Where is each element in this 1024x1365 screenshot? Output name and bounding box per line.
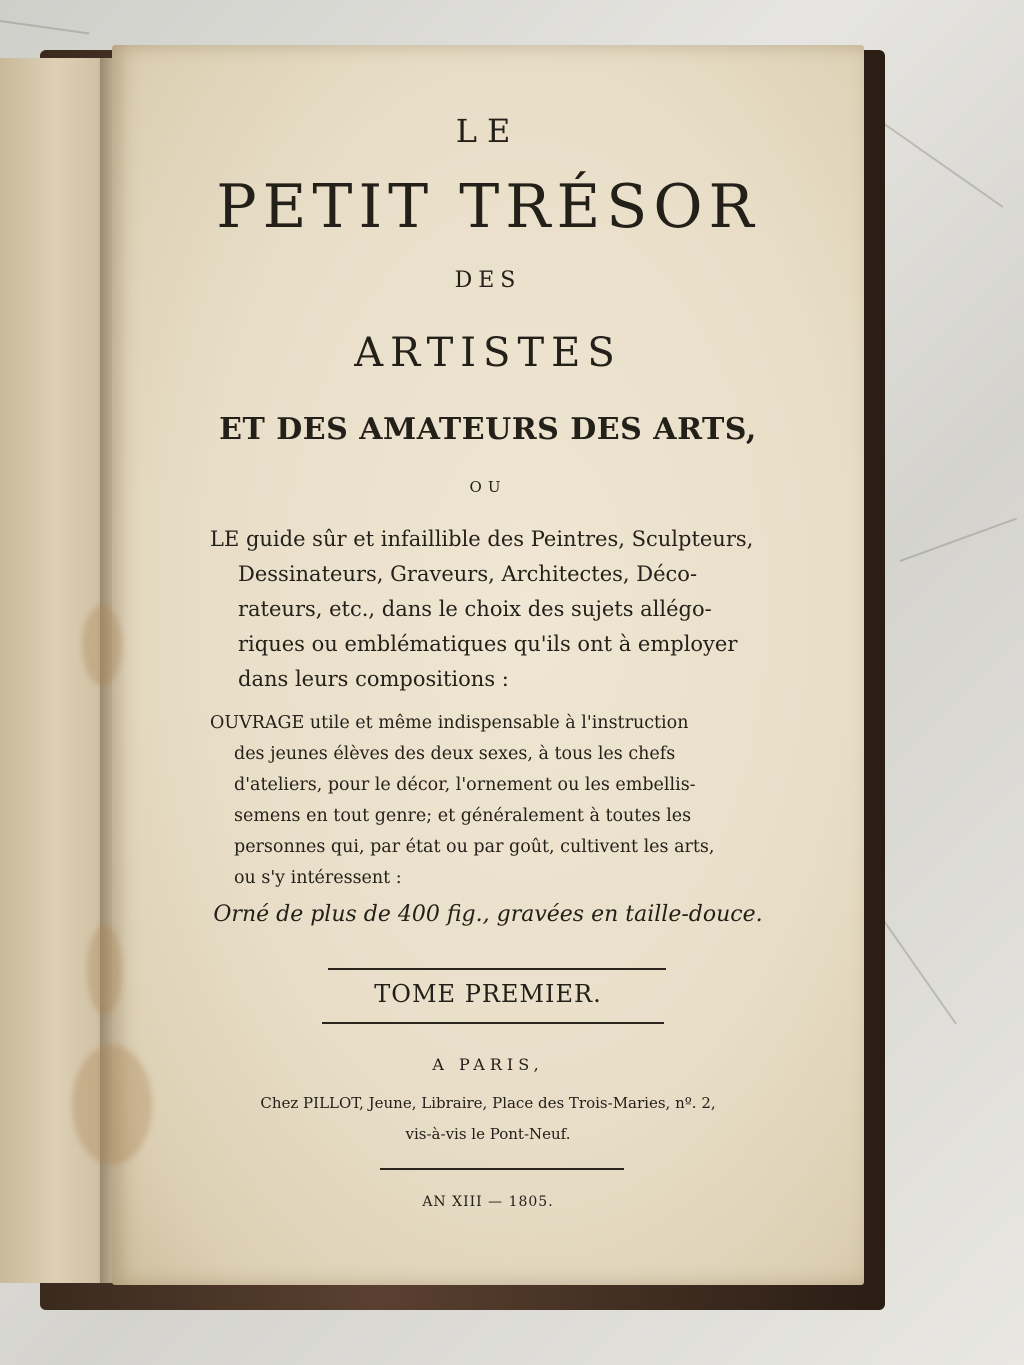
title-amateurs: ET DES AMATEURS DES ARTS, bbox=[219, 412, 757, 447]
rule-bottom bbox=[322, 1022, 664, 1024]
title-artistes: ARTISTES bbox=[354, 330, 622, 376]
marble-vein bbox=[900, 518, 1017, 562]
description-line: semens en tout genre; et généralement à toutes les bbox=[234, 806, 692, 826]
page-stain bbox=[82, 605, 122, 685]
title-le: LE bbox=[455, 112, 521, 150]
rule-date bbox=[380, 1168, 624, 1170]
ornament-note: Orné de plus de 400 fig., gravées en taille-douce. bbox=[213, 902, 763, 927]
subtitle-line: riques ou emblématiques qu'ils ont à employer bbox=[238, 632, 738, 656]
publisher-line-2: vis-à-vis le Pont-Neuf. bbox=[405, 1125, 571, 1143]
marble-vein bbox=[879, 120, 1003, 208]
subtitle-line: dans leurs compositions : bbox=[238, 667, 509, 691]
description-line: OUVRAGE utile et même indispensable à l'instruction bbox=[210, 713, 689, 733]
description-line: des jeunes élèves des deux sexes, à tous les chefs bbox=[234, 744, 676, 764]
volume-label: TOME PREMIER. bbox=[374, 980, 602, 1008]
subtitle-paragraph bbox=[210, 522, 790, 697]
publisher-line-1: Chez PILLOT, Jeune, Libraire, Place des Trois-Maries, nº. 2, bbox=[260, 1094, 716, 1112]
marble-vein bbox=[0, 20, 89, 35]
date: AN XIII — 1805. bbox=[422, 1194, 554, 1210]
description-line: personnes qui, par état ou par goût, cultivent les arts, bbox=[234, 837, 715, 857]
rule-top bbox=[328, 968, 666, 970]
description-line: d'ateliers, pour le décor, l'ornement ou les embellis- bbox=[234, 775, 696, 795]
title-ou: OU bbox=[469, 478, 507, 496]
subtitle-line: Dessinateurs, Graveurs, Architectes, Déco- bbox=[238, 562, 698, 586]
description-paragraph bbox=[210, 708, 790, 894]
subtitle-line: LE guide sûr et infaillible des Peintres, Sculpteurs, bbox=[210, 527, 754, 551]
title-petit-tresor: PETIT TRÉSOR bbox=[216, 172, 760, 242]
subtitle-line: rateurs, etc., dans le choix des sujets allégo- bbox=[238, 597, 712, 621]
title-des: DES bbox=[454, 268, 522, 293]
city: A PARIS, bbox=[432, 1055, 544, 1074]
description-line: ou s'y intéressent : bbox=[234, 868, 402, 888]
